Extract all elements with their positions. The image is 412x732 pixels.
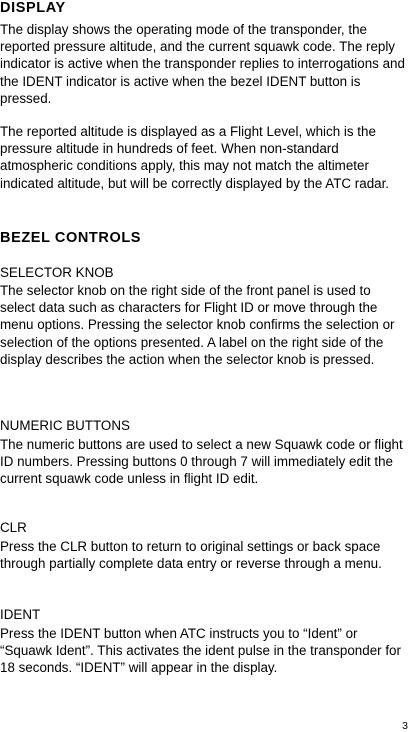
numeric-buttons-title: NUMERIC BUTTONS: [0, 418, 130, 433]
display-heading: DISPLAY: [0, 0, 66, 16]
numeric-buttons-text: The numeric buttons are used to select a new Squawk code or flight ID numbers. Pressing buttons 0 through 7 will immediately edit the current squawk code unless in flight ID edit.: [0, 437, 403, 487]
display-paragraph-1: The display shows the operating mode of the transponder, the reported pressure altitude, and the current squawk code. The reply indicator is active when the transponder replies to interrogations and the IDENT indicator is active when the bezel IDENT button is pressed.: [0, 22, 405, 106]
selector-knob-title: SELECTOR KNOB: [0, 265, 114, 280]
clr-text: Press the CLR button to return to original settings or back space through partially complete data entry or reverse through a menu.: [0, 539, 382, 572]
page-number: 3: [402, 720, 408, 732]
ident-title: IDENT: [0, 607, 41, 622]
clr-title: CLR: [0, 520, 27, 535]
selector-knob-text: The selector knob on the right side of the front panel is used to select data such as characters for Flight ID or move through the menu options. Pressing the selector knob confirms the selection or selection of the options presented. A label on the right side of the display describes the action when the selector knob is pressed.: [0, 283, 395, 367]
bezel-controls-heading: BEZEL CONTROLS: [0, 230, 142, 246]
ident-text: Press the IDENT button when ATC instructs you to “Ident” or “Squawk Ident”. This activates the ident pulse in the transponder for 18 seconds. “IDENT” will appear in the display.: [0, 626, 401, 676]
display-paragraph-2: The reported altitude is displayed as a Flight Level, which is the pressure altitude in hundreds of feet. When non-standard atmospheric conditions apply, this may not match the altimeter indicated altitude, but will be correctly displayed by the ATC radar.: [0, 124, 390, 191]
